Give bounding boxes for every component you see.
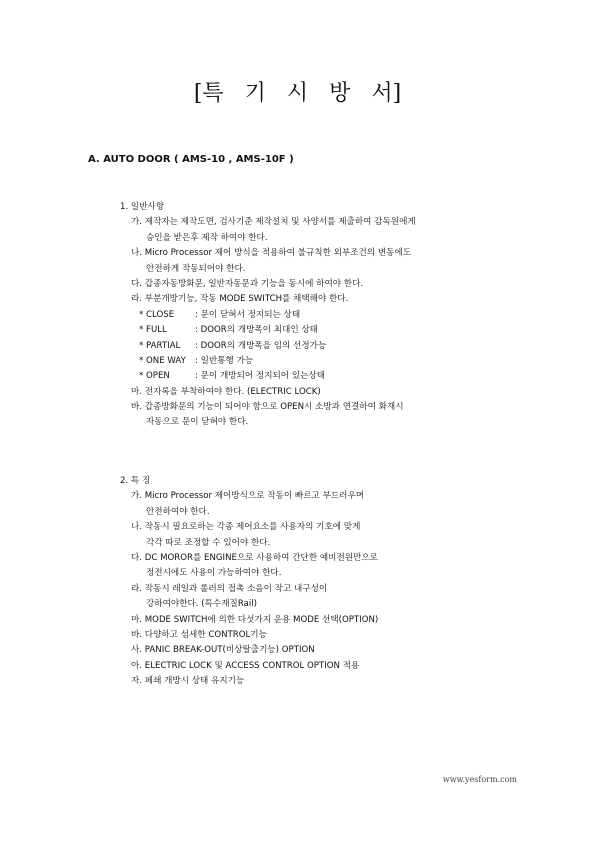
feature-item-g: 사. PANIC BREAK-OUT(비상탈출기능) OPTION — [131, 645, 315, 656]
feature-item-h: 아. ELECTRIC LOCK 및 ACCESS CONTROL OPTION 적용 — [131, 660, 360, 671]
feature-item-a: 가. Micro Processor 제어방식으로 작동이 빠르고 부드러우며 — [131, 491, 365, 502]
feature-item-i: 자. 페쇄 개방시 상태 유지기능 — [131, 676, 245, 687]
document-title: [특 기 시 방 서] — [193, 81, 402, 106]
features-heading: 2. 특 징 — [120, 476, 151, 486]
general-item-b: 나. Micro Processor 제어 방식을 적용하여 불규칙한 외부조건의 변동에도 — [131, 248, 412, 259]
feature-item-b: 나. 작동시 필요로하는 각종 제어요소를 사용자의 기호에 맞게 — [131, 522, 361, 533]
mode-row-partial — [120, 339, 416, 354]
mode-desc: : DOOR의 개방폭이 최대인 상태 — [195, 325, 318, 336]
general-item-f: 바. 갑종방화문의 기능이 되어야 함으로 OPEN시 소방과 연결하여 화재시 — [131, 402, 404, 413]
mode-row-close — [120, 308, 416, 323]
feature-item-c-cont: 정전시에도 사용이 가능하여야 한다. — [146, 568, 282, 579]
section-heading: A. AUTO DOOR ( AMS-10 , AMS-10F ) — [88, 154, 294, 165]
general-item-f-cont: 자동으로 문이 닫혀야 한다. — [146, 417, 249, 428]
mode-name: * FULL — [139, 325, 167, 336]
feature-item-b-cont: 각각 따로 조정할 수 있어야 한다. — [146, 537, 271, 548]
general-item-e: 마. 전자록을 부착하여야 한다. (ELECTRIC LOCK) — [131, 386, 321, 397]
mode-desc: : 문이 닫혀서 정지되는 상태 — [195, 309, 301, 320]
mode-row-one-way — [120, 354, 416, 369]
feature-item-d: 라. 작동시 레일과 롤러의 접촉 소음이 작고 내구성이 — [131, 583, 328, 594]
general-item-b-cont: 안전하게 작동되어야 한다. — [146, 263, 246, 274]
feature-item-a-cont: 안전하여야 한다. — [146, 506, 210, 517]
mode-row-open — [120, 369, 416, 384]
feature-item-d-cont: 강하여야한다. (특수재질Rail) — [146, 599, 258, 610]
mode-name: * OPEN — [139, 371, 170, 382]
general-heading: 1. 일반사항 — [120, 202, 165, 212]
feature-item-e: 마. MODE SWITCH에 의한 다섯가지 운용 MODE 선택(OPTION) — [131, 614, 379, 625]
mode-desc: : 문이 개방되어 정지되어 있는상태 — [195, 371, 326, 382]
mode-name: * PARTIAL — [139, 340, 181, 351]
mode-name: * ONE WAY — [139, 355, 186, 366]
feature-item-f: 바. 다양하고 섬세한 CONTROL기능 — [131, 629, 267, 640]
footer-url: www.yesform.com — [442, 775, 517, 784]
mode-row-full — [120, 323, 416, 338]
mode-name: * CLOSE — [139, 309, 175, 320]
features-section — [120, 474, 378, 689]
general-item-a: 가. 제작자는 제작도면, 검사기준 제작설치 및 사양서를 제출하여 감독원에게 — [131, 217, 416, 228]
general-section — [120, 200, 416, 431]
mode-desc: : DOOR의 개방폭을 임의 선정가능 — [195, 340, 327, 351]
feature-item-c: 다. DC MOROR를 ENGINE으로 사용하여 간단한 예비전원만으로 — [131, 552, 378, 563]
general-item-c: 다. 갑종자동방화문, 일반자동문과 기능을 동시에 하여야 한다. — [131, 278, 364, 289]
mode-desc: : 일반통행 가능 — [195, 355, 254, 366]
general-item-a-cont: 승인을 받은후 제작 하여야 한다. — [146, 232, 268, 243]
general-item-d: 라. 부분개방기능, 작동 MODE SWITCH를 채택해야 한다. — [131, 294, 349, 305]
